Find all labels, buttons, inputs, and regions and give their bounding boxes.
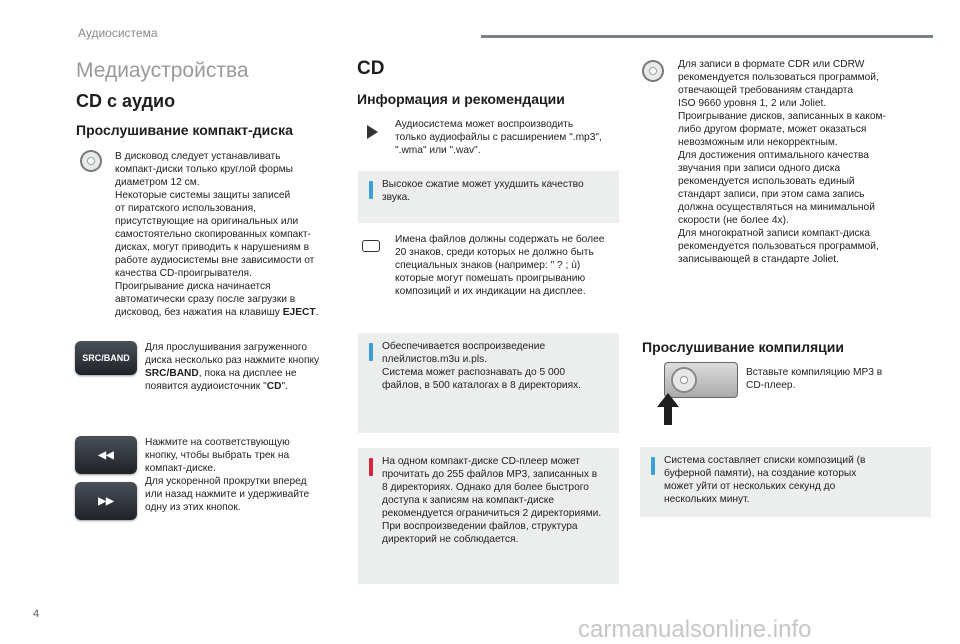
info-icon — [369, 343, 373, 361]
page-number: 4 — [33, 608, 40, 620]
watermark: carmanualsonline.info — [578, 616, 812, 643]
middle-paragraph-1: Аудиосистема может воспроизводить только аудиофайлы с расширением ".mp3", ".wma" или ".wav". — [395, 119, 602, 156]
right-subheading: Прослушивание компиляции — [642, 339, 844, 355]
left-paragraph-1: В дисковод следует устанавливать компакт-диски только круглой формы диаметром 12 см. Некоторые системы защиты записей от пиратского использования, присутствующие на оригинальных или самостоятельно скопированных компакт- дисках, могут приводить к нарушениям в работе аудиосистемы вне зависимости от качества CD-проигрывателя. Проигрывание диска начинается автоматически сразу после загрузки в дисковод, без нажатия на клавишу EJECT. — [115, 151, 319, 318]
right-paragraph-2: Вставьте компиляцию MP3 в CD-плеер. — [746, 367, 883, 391]
left-paragraph-2: Для прослушивания загруженного диска несколько раз нажмите кнопку SRC/BAND, пока на дисплее не появится аудиоисточник "CD". — [145, 342, 320, 392]
header-bar — [481, 35, 933, 38]
prev-track-button: ◀◀ — [75, 436, 137, 474]
left-heading: CD с аудио — [76, 91, 176, 111]
play-icon — [367, 125, 378, 139]
src-band-button: SRC/BAND — [75, 341, 137, 375]
next-track-button: ▶▶ — [75, 482, 137, 520]
cd-icon — [80, 150, 102, 172]
right-paragraph-1: Для записи в формате CDR или CDRW рекомендуется пользоваться программой, отвечающей требованиям стандарта ISO 9660 уровня 1, 2 или Joliet. Проигрывание дисков, записанных в каком- либо другом формате, может оказаться невозможным или некорректным. Для достижения оптимального качества звучания при записи одного диска рекомендуется использовать единый стандарт записи, при этом сама запись должна осуществляться на минимальной скорости (не более 4x). Для многократной записи компакт-диска рекомендуется пользоваться программой, записывающей в стандарте Joliet. — [678, 59, 886, 265]
info-note-2 — [358, 333, 619, 433]
display-icon — [362, 240, 380, 252]
info-icon — [369, 181, 373, 199]
left-subheading: Прослушивание компакт-диска — [76, 122, 293, 138]
cd-icon — [642, 60, 664, 82]
info-note-1-text: Высокое сжатие может ухудшить качество звука. — [382, 179, 584, 203]
section-header: Аудиосистема — [78, 26, 158, 40]
info-note-1 — [358, 171, 619, 223]
middle-subheading: Информация и рекомендации — [357, 91, 565, 107]
middle-paragraph-2: Имена файлов должны содержать не более 20 знаков, среди которых не должно быть специальных знаков (например: " ? ; ù) которые могут помешать проигрыванию композиций и их индикации на дисплее. — [395, 234, 605, 297]
info-note-3 — [640, 447, 931, 517]
info-note-3-text: Система составляет списки композиций (в буферной памяти), на создание которых может уйти от нескольких секунд до нескольких минут. — [664, 455, 866, 505]
page-title: Медиаустройства — [76, 59, 249, 82]
warning-icon — [369, 458, 373, 476]
insert-arrow-stem — [664, 405, 672, 425]
warning-note-text: На одном компакт-диске CD-плеер может прочитать до 255 файлов MP3, записанных в 8 директориях. Однако для более быстрого доступа к записям на компакт-диске рекомендуется ограничиться 2 директориями. При воспроизведении файлов, структура директорий не соблюдается. — [382, 456, 602, 545]
info-note-2-text: Обеспечивается воспроизведение плейлистов.m3u и.pls. Система может распознавать до 5 000 файлов, в 500 каталогах в 8 директориях. — [382, 341, 582, 391]
info-icon — [651, 457, 655, 475]
middle-heading: CD — [357, 58, 385, 79]
left-paragraph-3: Нажмите на соответствующую кнопку, чтобы выбрать трек на компакт-диске. Для ускоренной прокрутки вперед или назад нажмите и удерживайте одну из этих кнопок. — [145, 437, 310, 513]
warning-note — [358, 448, 619, 584]
